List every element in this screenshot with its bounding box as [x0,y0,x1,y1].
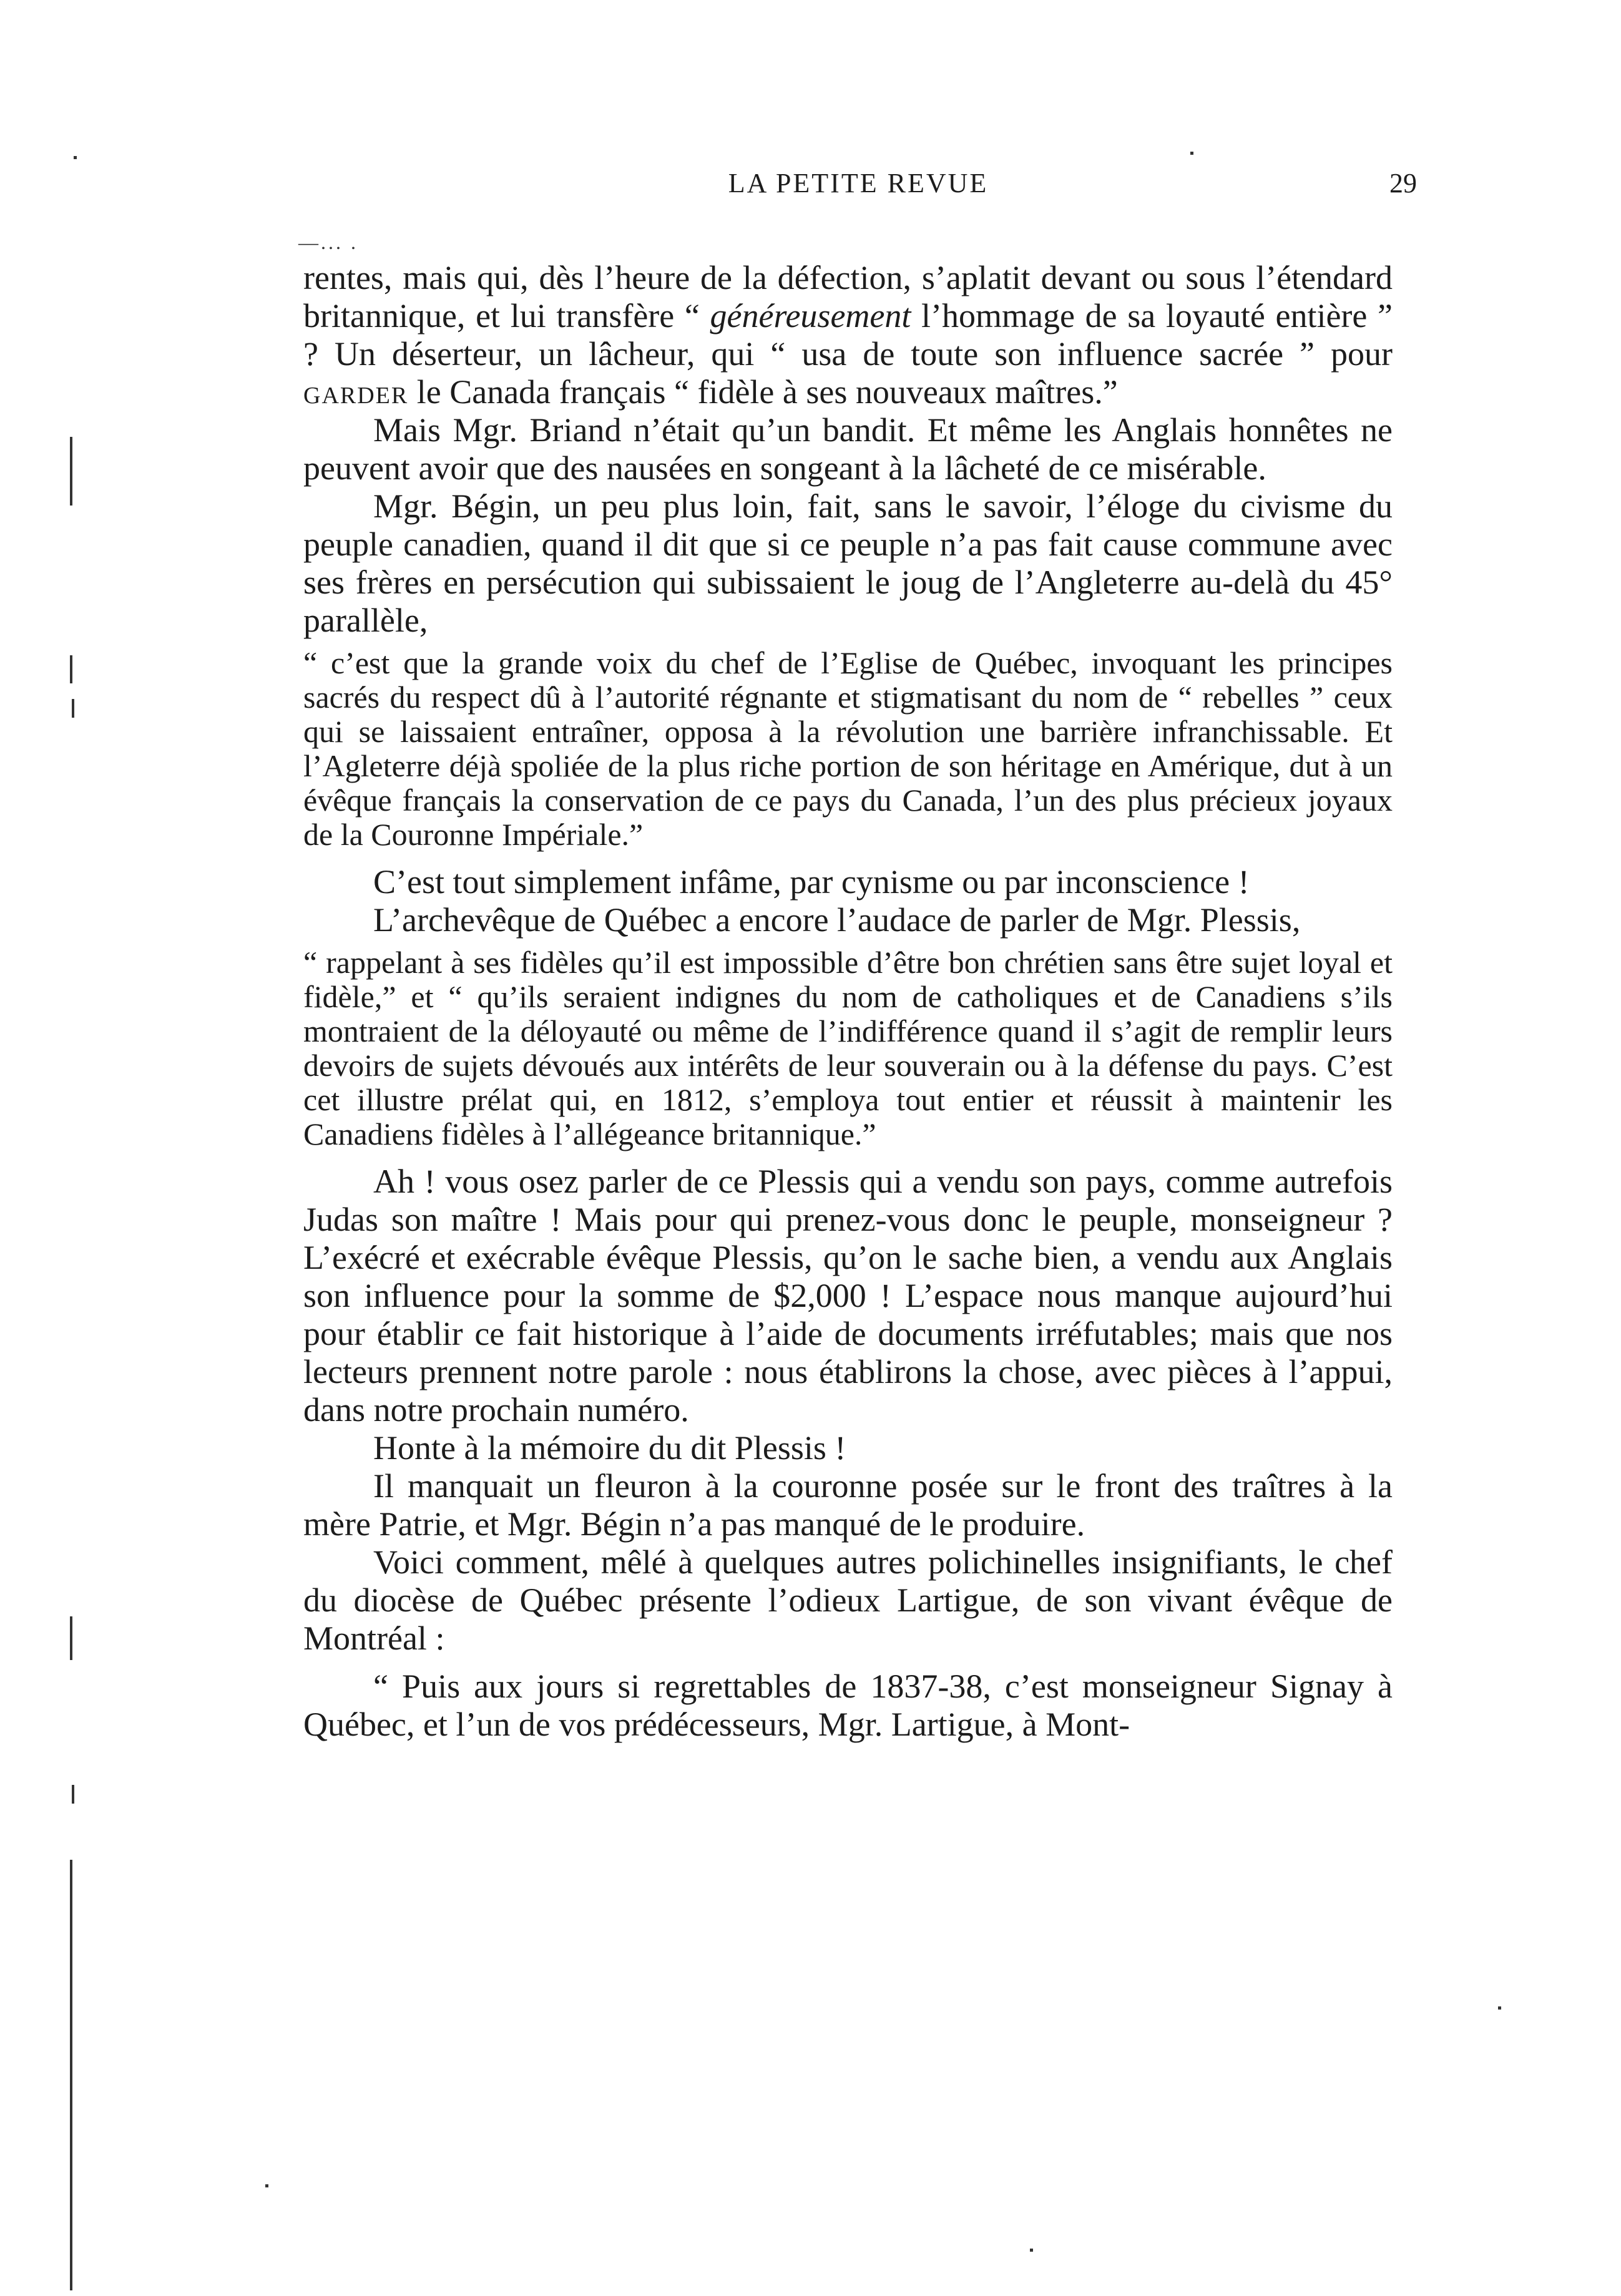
running-header [665,167,1417,205]
page-number: 29 [1389,168,1417,198]
paragraph: Voici comment, mêlé à quelques autres polichinelles insignifiants, le chef du diocèse de Québec présente l’odieux Lartigue, de son vivant évêque de Montréal : [303,1543,1393,1657]
block-quote: “ Puis aux jours si regrettables de 1837-38, c’est monseigneur Signay à Québec, et l’un de vos prédécesseurs, Mgr. Lartigue, à Mont- [303,1668,1393,1743]
block-quote: “ rappelant à ses fidèles qu’il est impossible d’être bon chrétien sans être sujet loyal et fidèle,” et “ qu’ils seraient indignes du nom de catholiques et de Canadiens s’ils montraient de la déloyauté ou même de l’indifférence quand il s’agit de remplir leurs devoirs de sujets dévoués aux intérêts de leur souverain ou à la défense du pays. C’est cet illustre prélat qui, en 1812, s’employa tout entier et réussit à maintenir les Canadiens fidèles à l’allégeance britannique.” [303,945,1393,1151]
scan-mark [70,437,72,506]
header-rule: —... . [298,231,358,253]
paragraph: Mgr. Bégin, un peu plus loin, fait, sans le savoir, l’éloge du civisme du peuple canadien, quand il dit que si ce peuple n’a pas fait cause commune avec ses frères en persécution qui subissaient le joug de l’Angleterre au-delà du 45° parallèle, [303,487,1393,639]
scan-mark [1498,2006,1501,2010]
scan-mark [70,1616,72,1660]
paragraph: rentes, mais qui, dès l’heure de la défection, s’aplatit devant ou sous l’étendard britannique, et lui transfère “ généreusement l’hommage de sa loyauté entière ” ? Un déserteur, un lâcheur, qui “ usa de toute son influence sacrée ” pour garder le Canada français “ fidèle à ses nouveaux maîtres.” [303,259,1393,411]
scan-mark [74,156,77,159]
scan-mark [1190,152,1193,155]
paragraph: Honte à la mémoire du dit Plessis ! [373,1429,846,1467]
scan-mark [72,1785,74,1804]
scan-mark [70,655,72,683]
scan-mark [72,699,74,718]
paragraph: Il manquait un fleuron à la couronne posée sur le front des traîtres à la mère Patrie, et Mgr. Bégin n’a pas manqué de le produire. [303,1467,1393,1543]
scan-mark [1030,2249,1033,2252]
paragraph: Ah ! vous osez parler de ce Plessis qui a vendu son pays, comme autrefois Judas son maître ! Mais pour qui prenez-vous donc le peuple, monseigneur ? L’exécré et exécrable évêque Plessis, qu’on le sache bien, a vendu aux Anglais son influence pour la somme de $2,000 ! L’espace nous manque aujourd’hui pour établir ce fait historique à l’aide de documents irréfutables; mais que nos lecteurs prennent notre parole : nous établirons la chose, avec pièces à l’appui, dans notre prochain numéro. [303,1163,1393,1429]
article-body [303,259,1393,1744]
paragraph: C’est tout simplement infâme, par cynisme ou par inconscience ! [373,863,1250,901]
block-quote: “ c’est que la grande voix du chef de l’Eglise de Québec, invoquant les principes sacrés du respect dû à l’autorité régnante et stigmatisant du nom de “ rebelles ” ceux qui se laissaient entraîner, opposa à la révolution une barrière infranchissable. Et l’Agleterre déjà spoliée de la plus riche portion de son héritage en Amérique, dut à un évêque français la conservation de ce pays du Canada, l’un des plus précieux joyaux de la Couronne Impériale.” [303,645,1393,852]
journal-title: LA PETITE REVUE [728,168,989,198]
paragraph: Mais Mgr. Briand n’était qu’un bandit. Et même les Anglais honnêtes ne peuvent avoir que des nausées en songeant à la lâcheté de ce misérable. [303,411,1393,487]
paragraph: L’archevêque de Québec a encore l’audace de parler de Mgr. Plessis, [373,901,1301,939]
scan-mark [70,1860,72,2290]
scan-mark [265,2184,268,2187]
